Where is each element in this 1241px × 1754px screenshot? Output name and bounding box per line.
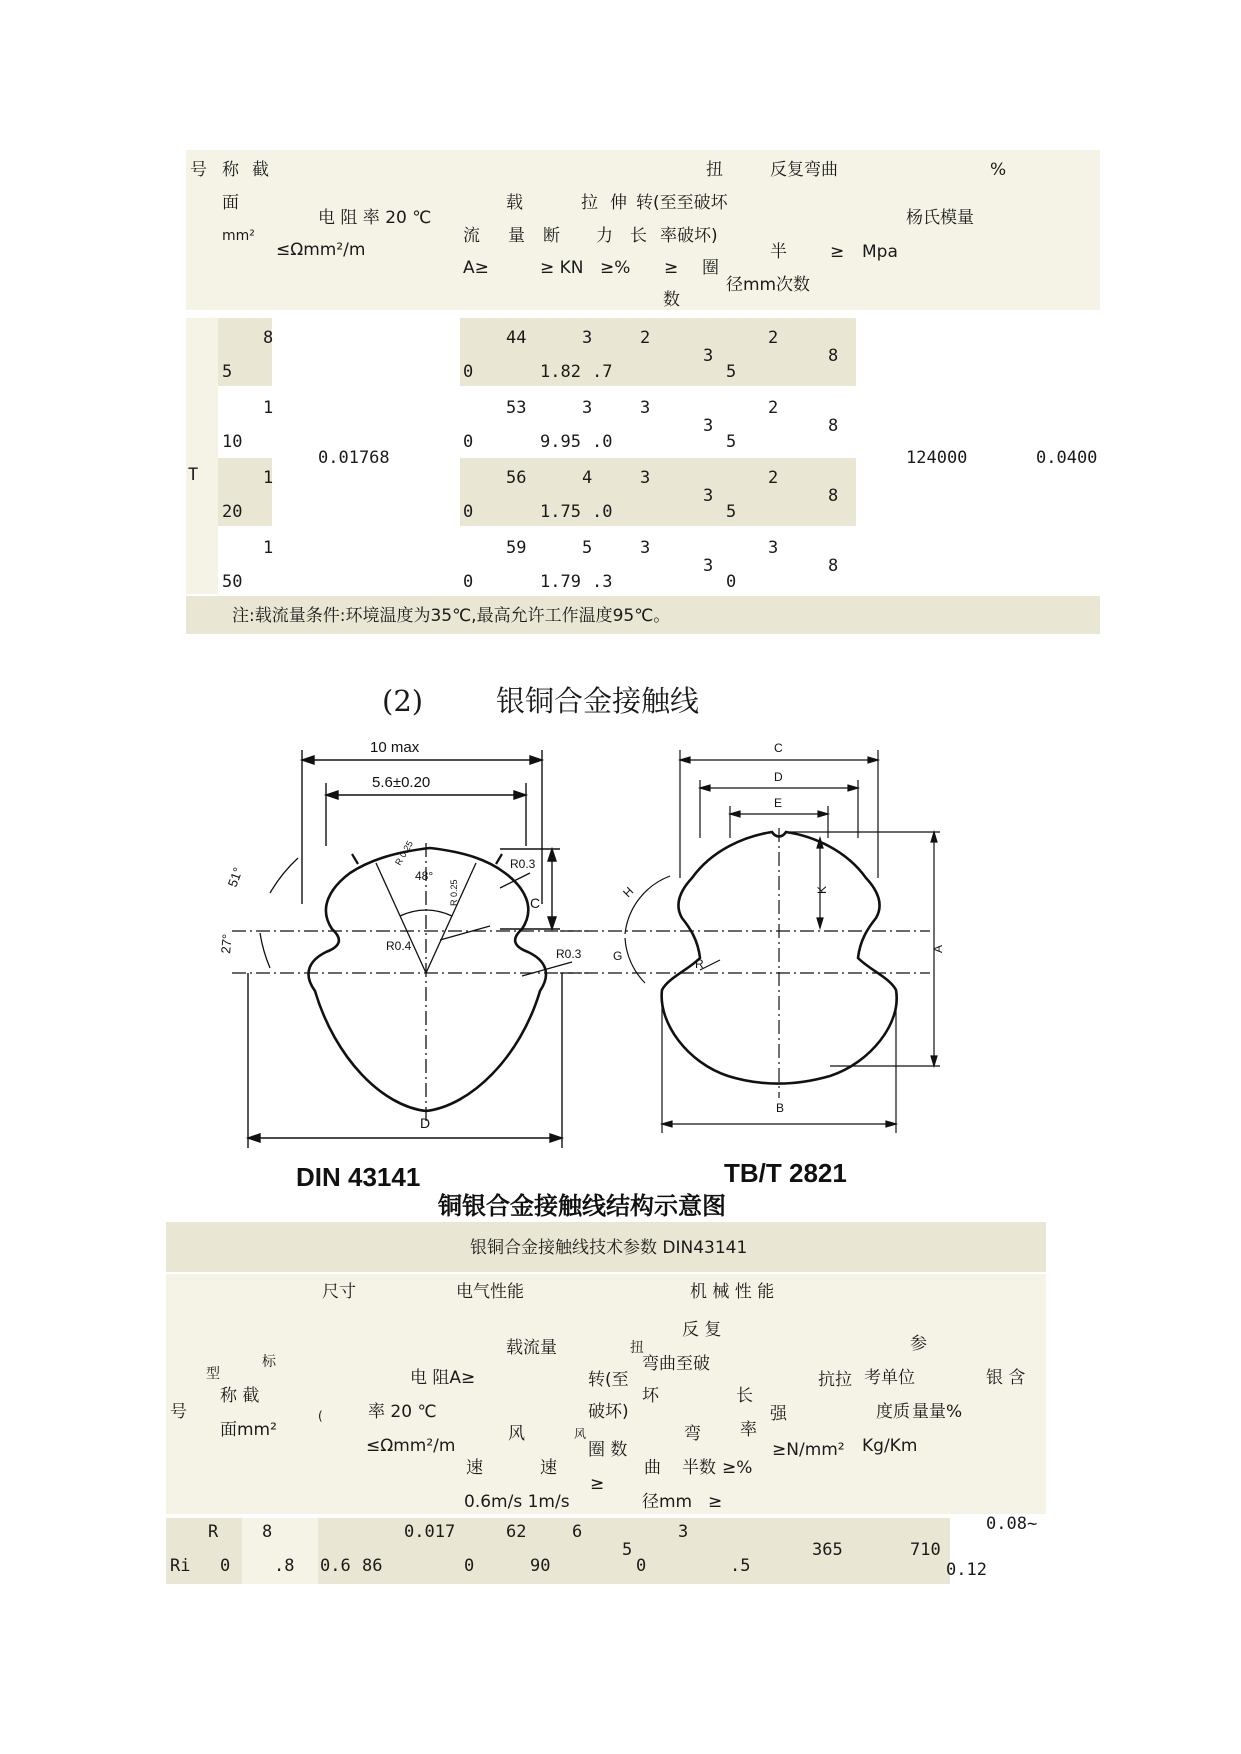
- t2-tensile: 365: [812, 1540, 843, 1560]
- din-r025-a: R 0.25: [393, 839, 415, 867]
- din-standard: DIN 43141: [296, 1162, 421, 1192]
- din-r03-a: R0.3: [510, 857, 536, 871]
- t1-r1-s1: 8: [263, 328, 274, 348]
- t2-h-kgkm: Kg/Km: [862, 1436, 918, 1456]
- t2-load2: 6: [572, 1522, 583, 1542]
- t1-h-liang: 量: [508, 226, 525, 246]
- tbt-r: R: [695, 957, 704, 971]
- t1-r4-b1: 5: [582, 538, 593, 558]
- t2-silver: 0.08~: [986, 1514, 1038, 1534]
- t1-h-ban: 半: [770, 242, 787, 262]
- t1-h-cishu: 次数: [776, 275, 810, 295]
- t1-h-shu: 数: [663, 290, 680, 310]
- t1-r4-n: 8: [828, 556, 839, 576]
- t2-h-mian: 面mm²: [220, 1420, 277, 1440]
- t1-r1-s2: 5: [222, 362, 233, 382]
- t2-load1: 62: [506, 1522, 527, 1542]
- t2-h-wan: 弯: [684, 1424, 701, 1444]
- t1-r4-b2: 1.79: [540, 572, 581, 592]
- t1-r4-r1: 3: [768, 538, 779, 558]
- t2-h-twist2: 破坏): [588, 1402, 629, 1422]
- t1-h-bend: 反复弯曲: [770, 160, 838, 180]
- t1-r4-a1: 59: [506, 538, 527, 558]
- t1-h-twist1: 转(至至破坏: [636, 193, 728, 213]
- t2-h-biao: 标: [262, 1354, 276, 1370]
- t2-h-jing: 径mm: [642, 1492, 693, 1512]
- t1-r2-r2: 5: [726, 432, 737, 452]
- t2-h-twistge: ≥: [590, 1474, 605, 1494]
- t2-h-paren: (: [318, 1409, 323, 1423]
- t2-h-can: 参: [910, 1334, 927, 1354]
- t1-r2-n: 8: [828, 416, 839, 436]
- t2-h-bend1: 弯曲至破: [642, 1354, 710, 1374]
- t2-dot8: .8: [274, 1556, 295, 1576]
- t1-r3-r1: 2: [768, 468, 779, 488]
- t1-r2-s2: 10: [222, 432, 243, 452]
- t2-h-xing: 型: [206, 1366, 220, 1382]
- tbt-a: A: [931, 944, 945, 953]
- t1-h-resist1: 电 阻 率 20 ℃: [318, 208, 432, 228]
- t2-h-hao: 号: [170, 1402, 187, 1422]
- t2-h-ge: ≥: [708, 1492, 723, 1512]
- tbt-e: E: [774, 796, 783, 810]
- table2-title: 银铜合金接触线技术参数 DIN43141: [470, 1238, 748, 1258]
- t1-h-ge2: ≥: [830, 242, 845, 262]
- t2-h-tensile: 抗拉: [818, 1370, 852, 1390]
- t1-r1-e1: 2: [640, 328, 651, 348]
- t1-r4-s2: 50: [222, 572, 243, 592]
- t1-r3-e1: 3: [640, 468, 651, 488]
- t1-h-mpa: Mpa: [862, 242, 898, 262]
- figure-caption: 铜银合金接触线结构示意图: [438, 1193, 726, 1220]
- t2-h-resist3: ≤Ωmm²/m: [366, 1436, 456, 1456]
- t1-r3-b2: 1.75: [540, 502, 581, 522]
- t1-h-quan: 圈: [702, 258, 719, 278]
- din-dim-10max: 10 max: [370, 739, 420, 756]
- t2-twist-b: 0: [636, 1556, 647, 1576]
- t1-h-twist2: 率破坏): [660, 226, 718, 246]
- t2-h-duzhi: 度质: [876, 1402, 910, 1422]
- t1-r3-b1: 4: [582, 468, 593, 488]
- tbt-b: B: [776, 1101, 785, 1115]
- din-angle48: 48°: [415, 869, 434, 883]
- t1-r2-b2: 9.95: [540, 432, 581, 452]
- tbt-d: D: [774, 770, 783, 784]
- t1-r3-s2: 20: [222, 502, 243, 522]
- t2-h-twist1: 转(至: [588, 1370, 629, 1390]
- din-d: D: [420, 1115, 431, 1131]
- t2-h-su1: 速: [466, 1458, 483, 1478]
- t1-h-pct1: ≥%: [600, 258, 631, 278]
- t2-h-feng: 风: [508, 1424, 525, 1444]
- t1-h-kn: ≥ KN: [540, 258, 584, 278]
- din-r04: R0.4: [386, 939, 412, 953]
- tbt-g: G: [613, 949, 623, 963]
- section-number: (2): [382, 684, 424, 718]
- t1-r4-r2: 0: [726, 572, 737, 592]
- t2-r: R: [208, 1522, 219, 1542]
- t1-h-ge: ≥: [664, 258, 679, 278]
- t1-r3-c1: 0: [463, 502, 474, 522]
- figure: [218, 728, 1010, 1226]
- t2-ri: Ri: [170, 1556, 191, 1576]
- t2-group-mech: 机 械 性 能: [690, 1282, 775, 1302]
- t2-h-kao: 考单位: [864, 1368, 915, 1388]
- t2-h-qiang: 强: [770, 1404, 787, 1424]
- t2-load1-b: 0: [464, 1556, 475, 1576]
- t1-r1-c1: 0: [463, 362, 474, 382]
- t1-h-li: 力: [596, 226, 613, 246]
- table1-type-column: [186, 318, 218, 594]
- t1-r4-q: 3: [703, 556, 714, 576]
- t1-r4-c1: 0: [463, 572, 474, 592]
- t2-h-resist1: 电 阻A≥: [410, 1368, 476, 1388]
- din-r03-b: R0.3: [556, 947, 582, 961]
- t1-r3-r2: 5: [726, 502, 737, 522]
- tbt-h: H: [620, 884, 637, 901]
- t1-r2-r1: 2: [768, 398, 779, 418]
- t1-r3-n: 8: [828, 486, 839, 506]
- t2-h-wind: 0.6m/s 1m/s: [464, 1492, 570, 1512]
- t1-note: 注:载流量条件:环境温度为35℃,最高允许工作温度95℃。: [232, 606, 671, 626]
- t1-r1-e2: .7: [592, 362, 613, 382]
- t2-h-load: 载流量: [506, 1338, 557, 1358]
- t1-r2-s1: 1: [263, 398, 274, 418]
- t2-h-nmm: ≥N/mm²: [772, 1440, 845, 1460]
- t2-h-chengjie: 称 截: [220, 1386, 260, 1406]
- t2-eight: 8: [262, 1522, 273, 1542]
- t1-r1-n: 8: [828, 346, 839, 366]
- t1-h-jie: 截: [252, 160, 269, 180]
- t1-h-jing: 径mm: [726, 275, 777, 295]
- t2-h-gepct: ≥%: [722, 1458, 753, 1478]
- t1-r2-a1: 53: [506, 398, 527, 418]
- t1-h-hao: 号: [190, 160, 207, 180]
- table2-header-band: [166, 1274, 1046, 1514]
- t1-r1-r1: 2: [768, 328, 779, 348]
- t2-dim: 0.6: [320, 1556, 351, 1576]
- t2-h-yin: 银 含: [986, 1368, 1026, 1388]
- t1-r2-c1: 0: [463, 432, 474, 452]
- t1-h-shen: 伸: [610, 193, 627, 213]
- t1-r1-b2: 1.82: [540, 362, 581, 382]
- t2-zero: 0: [220, 1556, 231, 1576]
- t1-h-resist2: ≤Ωmm²/m: [276, 240, 366, 260]
- t2-bend: 3: [678, 1522, 689, 1542]
- figure-svg: [218, 728, 1010, 1226]
- t1-h-young: 杨氏模量: [906, 208, 974, 228]
- t2-group-size: 尺寸: [322, 1282, 356, 1302]
- t2-h-niu: 扭: [630, 1340, 644, 1356]
- t1-h-zhang: 长: [630, 226, 647, 246]
- t1-h-mian: 面: [222, 193, 239, 213]
- din-angle27: 27°: [218, 933, 235, 955]
- t1-r2-e1: 3: [640, 398, 651, 418]
- t2-group-elec: 电气性能: [456, 1282, 524, 1302]
- tbt-standard: TB/T 2821: [724, 1158, 847, 1188]
- t2-mass: 710: [910, 1540, 941, 1560]
- t1-h-cheng: 称: [222, 160, 239, 180]
- t1-resistivity: 0.01768: [318, 448, 390, 468]
- t2-silver-b: 0.12: [946, 1560, 987, 1580]
- din-dim-56: 5.6±0.20: [372, 774, 431, 791]
- t1-r3-e2: .0: [592, 502, 613, 522]
- t2-h-qu: 曲: [644, 1458, 661, 1478]
- t2-h-lv: 率: [740, 1420, 757, 1440]
- din-c: C: [530, 895, 541, 911]
- t1-r1-a1: 44: [506, 328, 527, 348]
- t1-r2-e2: .0: [592, 432, 613, 452]
- t1-r3-q: 3: [703, 486, 714, 506]
- t1-h-la: 拉: [581, 193, 598, 213]
- t1-r4-e2: .3: [592, 572, 613, 592]
- t1-h-pct2: %: [990, 160, 1007, 180]
- t1-r3-a1: 56: [506, 468, 527, 488]
- t2-h-fanfu: 反 复: [682, 1320, 722, 1340]
- tbt-k: K: [815, 885, 829, 894]
- t1-r2-b1: 3: [582, 398, 593, 418]
- t1-r1-b1: 3: [582, 328, 593, 348]
- t1-r1-q: 3: [703, 346, 714, 366]
- t1-h-liu: 流: [463, 226, 480, 246]
- t2-h-liang: 量量%: [912, 1402, 963, 1422]
- t1-h-A: A≥: [463, 258, 489, 278]
- t1-r2-q: 3: [703, 416, 714, 436]
- t2-h-banshu: 半数: [682, 1458, 716, 1478]
- t1-h-niu: 扭: [706, 160, 723, 180]
- din-r025-b: R 0.25: [449, 879, 459, 906]
- section-title: 银铜合金接触线: [496, 684, 700, 718]
- t1-lastcol: 0.0400: [1036, 448, 1098, 468]
- t2-twist: 5: [622, 1540, 633, 1560]
- t2-resist-b: 86: [362, 1556, 383, 1576]
- t2-h-chang: 长: [736, 1386, 753, 1406]
- t1-type: T: [188, 465, 199, 485]
- t2-bend-b: .5: [730, 1556, 751, 1576]
- t1-r4-e1: 3: [640, 538, 651, 558]
- t2-load2-b: 90: [530, 1556, 551, 1576]
- t1-r1-r2: 5: [726, 362, 737, 382]
- t2-h-fpart: 风: [574, 1427, 587, 1441]
- t1-r3-s1: 1: [263, 468, 274, 488]
- t2-h-resist2: 率 20 ℃: [368, 1402, 437, 1422]
- t2-resist: 0.017: [404, 1522, 456, 1542]
- t2-h-twist3: 圈 数: [588, 1440, 628, 1460]
- t1-h-duan: 断: [543, 226, 560, 246]
- t2-h-su2: 速: [540, 1458, 557, 1478]
- t1-r4-s1: 1: [263, 538, 274, 558]
- tbt-c: C: [774, 741, 783, 755]
- t1-young: 124000: [906, 448, 968, 468]
- t1-h-mm2: mm²: [222, 228, 255, 244]
- t1-h-zai: 载: [506, 193, 523, 213]
- din-angle51: 51°: [224, 865, 246, 890]
- t2-h-bend2: 坏: [642, 1386, 659, 1406]
